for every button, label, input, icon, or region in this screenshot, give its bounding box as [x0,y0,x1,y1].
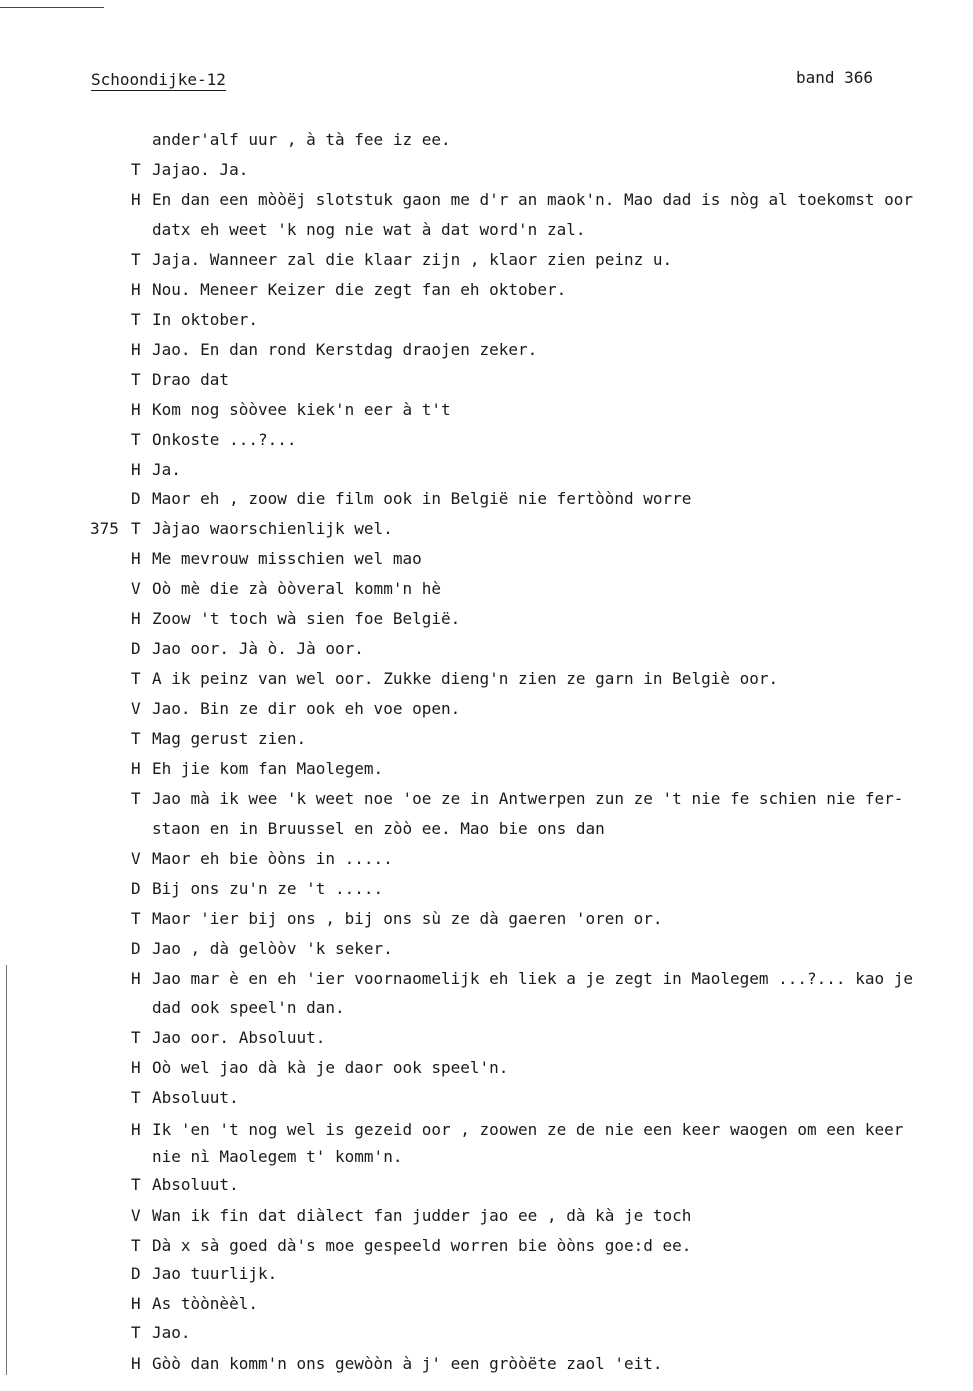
utterance-text: Maor eh , zoow die film ook in België nie fertòònd worre [152,489,692,508]
document-id: Schoondijke-12 [91,70,226,89]
utterance-text: Gòò dan komm'n ons gewòòn à j' een gròòëte zaol 'eit. [152,1354,663,1373]
transcript-line [131,278,951,302]
utterance-text: Absoluut. [152,1175,239,1194]
speaker-label: H [131,609,141,628]
speaker-label: D [131,1264,141,1283]
transcript-line [131,1292,951,1316]
speaker-label: T [131,519,141,538]
utterance-text: Jao mar è en eh 'ier voornaomelijk eh liek a je zegt in Maolegem ...?... kao je [152,969,913,988]
speaker-label: T [131,1028,141,1047]
speaker-label: H [131,280,141,299]
transcript-line [152,817,972,841]
transcript-line [131,1204,951,1228]
utterance-text: En dan een mòòëj slotstuk gaon me d'r an maok'n. Mao dad is nòg al toekomst oor [152,190,913,209]
utterance-text: Mag gerust zien. [152,729,307,748]
utterance-text: Zoow 't toch wà sien foe België. [152,609,461,628]
utterance-text: Jaja. Wanneer zal die klaar zijn , klaor zien peinz u. [152,250,673,269]
utterance-text: Jajao. Ja. [152,160,249,179]
utterance-text: Oò mè die zà òòveral komm'n hè [152,579,441,598]
tape-number: band 366 [796,68,874,87]
transcript-line [131,1086,951,1110]
speaker-label: H [131,460,141,479]
transcript-line [131,907,951,931]
speaker-label: T [131,1175,141,1194]
utterance-text: staon en in Bruussel en zòò ee. Mao bie ons dan [152,819,605,838]
utterance-text: Maor 'ier bij ons , bij ons sù ze dà gaeren 'oren or. [152,909,663,928]
transcript-line [131,1026,951,1050]
speaker-label: H [131,1354,141,1373]
transcript-line [131,787,951,811]
utterance-text: datx eh weet 'k nog nie wat à dat word'n zal. [152,220,586,239]
transcript-line [131,667,951,691]
transcript-line [131,847,951,871]
speaker-label: V [131,579,141,598]
utterance-text: dad ook speel'n dan. [152,998,345,1017]
speaker-label: H [131,340,141,359]
utterance-text: Maor eh bie òòns in ..... [152,849,393,868]
speaker-label: H [131,400,141,419]
utterance-text: Drao dat [152,370,230,389]
transcript-line [152,1145,972,1169]
utterance-text: Jao. En dan rond Kerstdag draojen zeker. [152,340,538,359]
speaker-label: H [131,549,141,568]
transcript-line [131,458,951,482]
utterance-text: Kom nog sòòvee kiek'n eer à t't [152,400,451,419]
transcript-line [131,577,951,601]
transcript-line [131,338,951,362]
transcript-line [131,1234,951,1258]
transcript-line [131,877,951,901]
transcript-line [131,547,951,571]
transcript-line [131,487,951,511]
utterance-text: Me mevrouw misschien wel mao [152,549,422,568]
transcript-line [131,1262,951,1286]
speaker-label: H [131,969,141,988]
transcript-line [131,967,951,991]
transcript-line [131,188,951,212]
speaker-label: V [131,849,141,868]
utterance-text: Eh jie kom fan Maolegem. [152,759,384,778]
utterance-text: Jao oor. Absoluut. [152,1028,326,1047]
utterance-text: As tòònèèl. [152,1294,258,1313]
transcript-line [131,1118,951,1142]
speaker-label: D [131,939,141,958]
utterance-text: In oktober. [152,310,258,329]
transcript-line [131,368,951,392]
transcript-line [131,607,951,631]
speaker-label: V [131,1206,141,1225]
speaker-label: V [131,699,141,718]
transcript-line [131,1056,951,1080]
speaker-label: T [131,909,141,928]
utterance-text: Ik 'en 't nog wel is gezeid oor , zoowen ze de nie een keer waogen om een keer [152,1120,904,1139]
transcript-line [131,248,951,272]
utterance-text: Jao. [152,1323,191,1342]
speaker-label: H [131,1120,141,1139]
speaker-label: T [131,669,141,688]
speaker-label: T [131,1236,141,1255]
utterance-text: Absoluut. [152,1088,239,1107]
transcript-line [131,757,951,781]
speaker-label: T [131,250,141,269]
utterance-text: Jao tuurlijk. [152,1264,278,1283]
speaker-label: T [131,729,141,748]
utterance-text: Jao. Bin ze dir ook eh voe open. [152,699,461,718]
utterance-text: Ja. [152,460,181,479]
speaker-label: D [131,639,141,658]
utterance-text: Wan ik fin dat diàlect fan judder jao ee , dà kà je toch [152,1206,692,1225]
speaker-label: T [131,789,141,808]
utterance-text: Jàjao waorschienlijk wel. [152,519,393,538]
speaker-label: T [131,160,141,179]
utterance-text: Onkoste ...?... [152,430,297,449]
utterance-text: Jao oor. Jà ò. Jà oor. [152,639,364,658]
transcript-line [131,158,951,182]
transcript-line [131,937,951,961]
transcript-line [152,996,972,1020]
utterance-text: Nou. Meneer Keizer die zegt fan eh oktober. [152,280,567,299]
speaker-label: T [131,430,141,449]
speaker-label: T [131,310,141,329]
speaker-label: H [131,1294,141,1313]
tape-counter-marker: 375 [90,519,119,538]
speaker-label: H [131,1058,141,1077]
transcript-line [131,398,951,422]
transcript-line [152,218,972,242]
transcript-line [131,1352,951,1376]
utterance-text: Oò wel jao dà kà je daor ook speel'n. [152,1058,509,1077]
speaker-label: T [131,1323,141,1342]
speaker-label: D [131,879,141,898]
speaker-label: H [131,759,141,778]
utterance-text: A ik peinz van wel oor. Zukke dieng'n zien ze garn in Belgiè oor. [152,669,779,688]
utterance-text: Jao , dà gelòòv 'k seker. [152,939,393,958]
utterance-text: Dà x sà goed dà's moe gespeeld worren bie òòns goe:d ee. [152,1236,692,1255]
speaker-label: D [131,489,141,508]
utterance-text: Bij ons zu'n ze 't ..... [152,879,384,898]
speaker-label: T [131,370,141,389]
utterance-text: nie nì Maolegem t' komm'n. [152,1147,403,1166]
transcript-line [131,637,951,661]
transcript-line [131,697,951,721]
transcript-line [131,517,951,541]
transcript-line [131,428,951,452]
utterance-text: Jao mà ik wee 'k weet noe 'oe ze in Antwerpen zun ze 't nie fe schien nie fer- [152,789,904,808]
transcript-line [131,308,951,332]
transcript-line [131,1173,951,1197]
transcript-line [131,727,951,751]
speaker-label: T [131,1088,141,1107]
transcript-line [152,128,972,152]
speaker-label: H [131,190,141,209]
transcript-line [131,1321,951,1345]
utterance-text: ander'alf uur , à tà fee iz ee. [152,130,451,149]
